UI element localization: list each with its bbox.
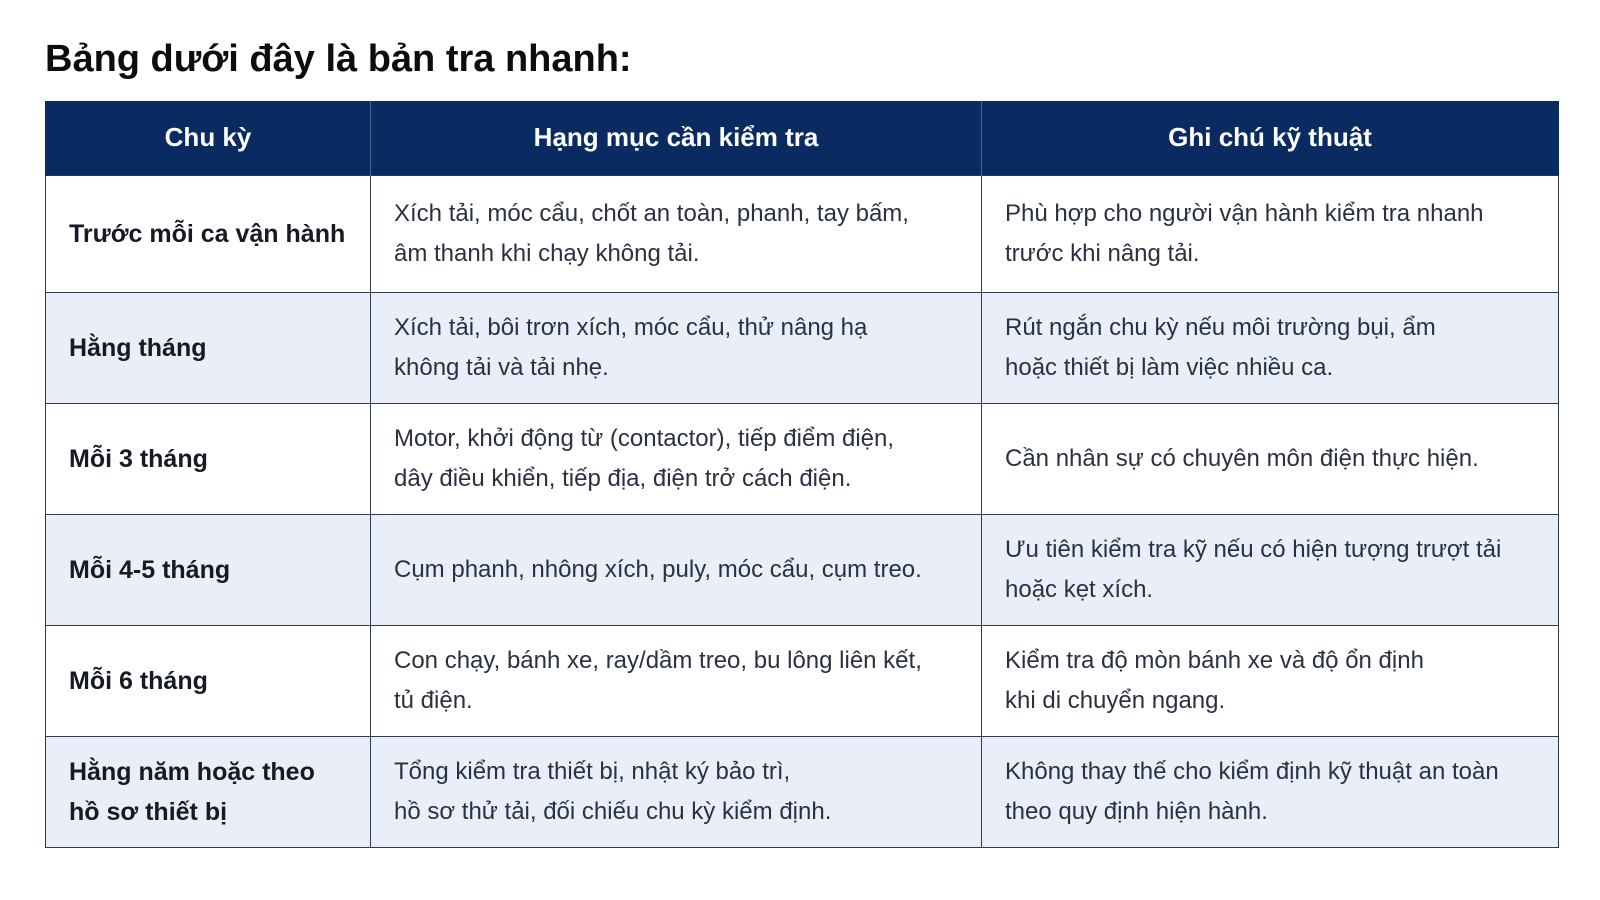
notes-line: Rút ngắn chu kỳ nếu môi trường bụi, ẩm [1005,313,1436,341]
table-row [46,403,1559,514]
items-line: dây điều khiển, tiếp địa, điện trở cách điện. [394,464,852,492]
notes-cell [982,625,1559,736]
notes-cell [982,175,1559,292]
notes-line: Cần nhân sự có chuyên môn điện thực hiện. [1005,444,1479,472]
period-line: Mỗi 4-5 tháng [69,555,231,584]
items-cell [371,292,982,403]
notes-line: Phù hợp cho người vận hành kiểm tra nhanh [1005,199,1484,227]
period-cell [46,175,371,292]
period-line: Mỗi 6 tháng [69,666,208,695]
items-line: Xích tải, bôi trơn xích, móc cẩu, thử nâng hạ [394,313,868,341]
period-line: Hằng tháng [69,333,207,362]
notes-line: Không thay thế cho kiểm định kỹ thuật an toàn [1005,757,1499,785]
items-cell [371,175,982,292]
column-header-notes: Ghi chú kỹ thuật [982,101,1559,175]
period-cell [46,625,371,736]
notes-cell [982,403,1559,514]
items-cell [371,625,982,736]
notes-cell [982,292,1559,403]
items-cell [371,736,982,847]
period-line: Mỗi 3 tháng [69,444,208,473]
period-cell [46,403,371,514]
period-cell [46,292,371,403]
table-row [46,292,1559,403]
period-line: Hằng năm hoặc theo [69,757,315,786]
notes-line: Ưu tiên kiểm tra kỹ nếu có hiện tượng trượt tải [1005,535,1502,563]
header-row [46,101,1559,175]
notes-line: Kiểm tra độ mòn bánh xe và độ ổn định [1005,646,1424,674]
table-row [46,175,1559,292]
items-cell [371,403,982,514]
items-line: Motor, khởi động từ (contactor), tiếp điểm điện, [394,424,895,452]
items-line: Xích tải, móc cẩu, chốt an toàn, phanh, tay bấm, [394,199,909,227]
notes-line: khi di chuyển ngang. [1005,686,1226,714]
period-cell [46,736,371,847]
period-line: hồ sơ thiết bị [69,797,228,826]
table-row [46,514,1559,625]
notes-line: hoặc thiết bị làm việc nhiều ca. [1005,353,1334,381]
table-row [46,736,1559,847]
notes-cell [982,736,1559,847]
notes-line: trước khi nâng tải. [1005,239,1200,267]
items-line: Cụm phanh, nhông xích, puly, móc cẩu, cụm treo. [394,555,922,583]
table-row [46,625,1559,736]
period-line: Trước mỗi ca vận hành [69,219,346,248]
items-line: Con chạy, bánh xe, ray/dầm treo, bu lông liên kết, [394,646,922,674]
items-line: Tổng kiểm tra thiết bị, nhật ký bảo trì, [394,757,791,785]
column-header-period: Chu kỳ [46,101,371,175]
notes-line: hoặc kẹt xích. [1005,575,1154,603]
notes-cell [982,514,1559,625]
items-line: không tải và tải nhẹ. [394,353,609,381]
maintenance-table [45,101,1559,848]
items-line: tủ điện. [394,686,473,714]
page-title: Bảng dưới đây là bản tra nhanh: [45,38,632,80]
items-line: hồ sơ thử tải, đối chiếu chu kỳ kiểm định. [394,797,832,825]
table-body [46,175,1559,847]
items-cell [371,514,982,625]
notes-line: theo quy định hiện hành. [1005,797,1268,825]
column-header-items: Hạng mục cần kiểm tra [371,101,982,175]
table-header [46,101,1559,175]
period-cell [46,514,371,625]
items-line: âm thanh khi chạy không tải. [394,239,700,267]
